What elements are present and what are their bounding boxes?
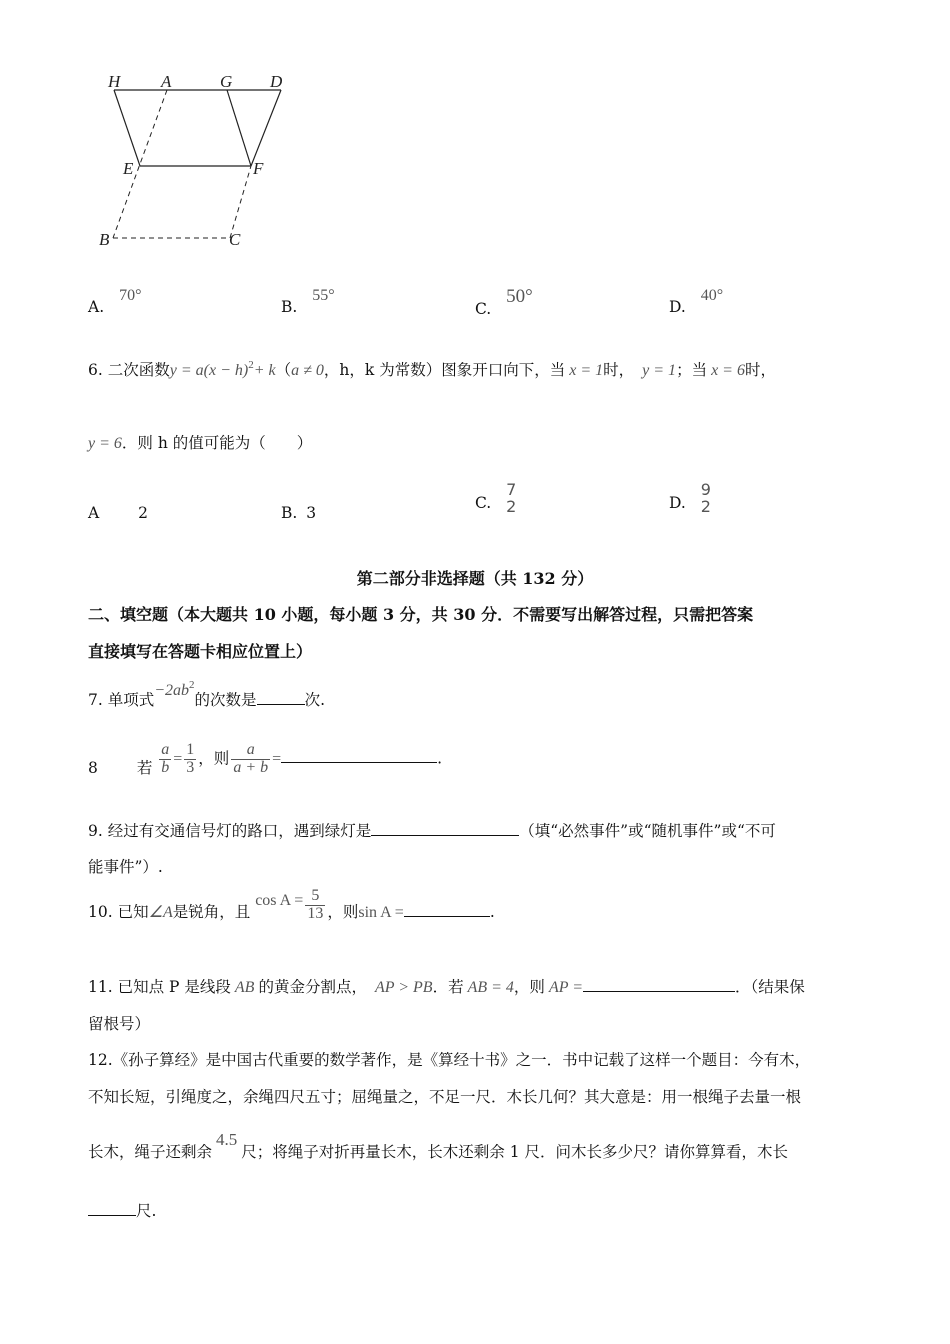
label-E: E [123,159,134,178]
q6-option-a[interactable]: A 2 [88,504,149,522]
q5-option-c[interactable]: C. 50° [475,286,533,318]
question-10: 10. 已知∠A是锐角，且 cos A = $\frac{5}{13}$ ，则sin A = . [88,887,495,922]
q6-option-c[interactable]: C. 7 2 [475,480,517,516]
fraction-7-2: 7 2 [506,480,517,516]
fraction-a-over-a-plus-b: $\frac{a}{a + b}$ [233,741,269,776]
q9-answer-blank[interactable] [371,821,519,836]
q7-answer-blank[interactable] [257,690,305,705]
question-11-line-2: 留根号） [88,1015,151,1033]
question-9-line-2: 能事件”）. [88,858,163,876]
q6-line-2: y = 6．则 h 的值可能为（ ） [88,434,313,452]
fraction-9-2: 9 2 [700,480,711,516]
segment-FD [251,90,281,166]
question-7: 7. 单项式$-2ab^2$的次数是 次. [88,679,325,709]
label-G: G [220,72,233,91]
label-B: B [99,230,110,249]
segment-HE [114,90,140,166]
part2-title: 第二部分非选择题（共 132 分） [356,569,594,588]
question-12-line-3: 长木，绳子还剩余4.5尺；将绳子对折再量长木，长木还剩余 1 尺．问木长多少尺？请你算算看，木长 [88,1130,788,1161]
label-F: F [253,159,264,178]
q6-option-d[interactable]: D. 9 2 [669,480,711,516]
fraction-a-b: $\frac{a}{b}$ [161,741,170,776]
geometry-figure [95,70,295,255]
q5-option-d[interactable]: D. 40° [669,287,724,316]
question-12-line-4: 尺. [88,1199,156,1221]
section-instructions-line-2: 直接填写在答题卡相应位置上） [88,642,313,661]
section-instructions-line-1: 二、填空题（本大题共 10 小题，每小题 3 分，共 30 分．不需要写出解答过程，只需把答案 [88,605,754,624]
q6-line-1: 6. 二次函数$y = a(x - h)^2+ k(a \ne 0$，h，k 为常数）图象开口向下，当 x = 1时， y = 1；当 x = 6时， [88,359,776,379]
question-11-line-1: 11. 已知点 P 是线段 AB 的黄金分割点， AP > PB．若 AB = 4，则 AP = ．（结果保 [88,978,805,996]
q10-answer-blank[interactable] [404,902,490,917]
question-8: 8 若 $\frac{a}{b}$ = $\frac{1}{3}$ ，则 $\frac{a}{a + b}$ = . [88,741,443,778]
q8-answer-blank[interactable] [281,748,437,763]
q12-answer-blank[interactable] [88,1201,136,1216]
question-12-line-2: 不知长短，引绳度之，余绳四尺五寸；屈绳量之，不足一尺．木长几何？其大意是：用一根绳子去量一根 [88,1088,802,1106]
q5-option-a[interactable]: A. 70° [88,287,142,316]
label-D: D [270,72,283,91]
segment-GF [227,90,251,166]
label-A: A [161,72,172,91]
q5-option-b[interactable]: B. 55° [281,287,335,316]
label-H: H [108,72,121,91]
label-C: C [229,230,241,249]
segment-CF [230,166,251,238]
fraction-1-3: $\frac{1}{3}$ [186,741,195,776]
q11-answer-blank[interactable] [583,977,735,992]
question-9-line-1: 9. 经过有交通信号灯的路口，遇到绿灯是 （填“必然事件”或“随机事件”或“不可 [88,822,776,840]
q6-option-b[interactable]: B. 3 [281,504,317,522]
fraction-5-13: $\frac{5}{13}$ [307,887,324,922]
question-12-line-1: 12.《孙子算经》是中国古代重要的数学著作，是《算经十书》之一．书中记载了这样一个题目：今有木， [88,1051,811,1069]
